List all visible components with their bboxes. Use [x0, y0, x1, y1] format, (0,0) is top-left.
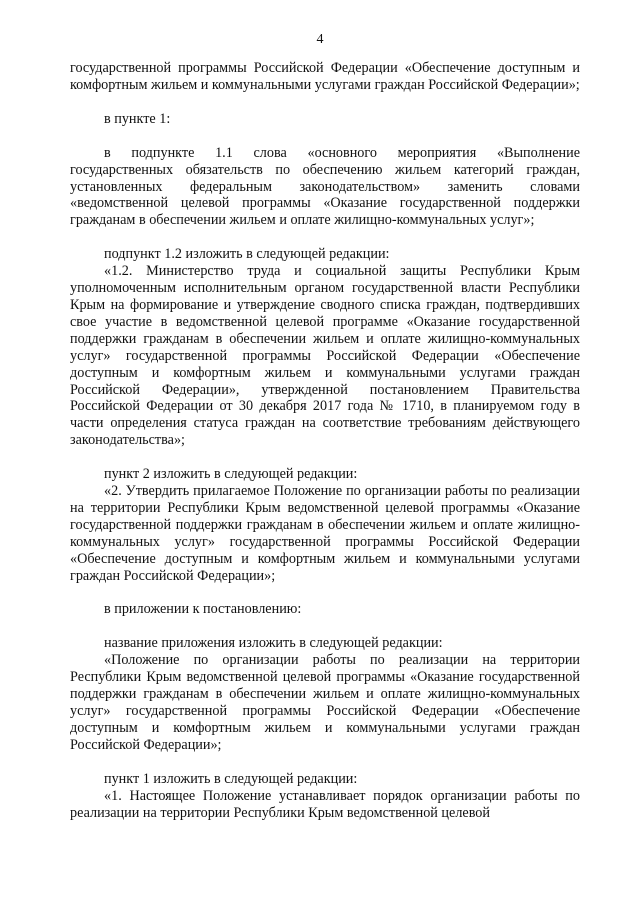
paragraph: подпункт 1.2 изложить в следующей редакции:: [104, 246, 390, 263]
paragraph: пункт 1 изложить в следующей редакции:: [104, 770, 358, 787]
paragraph: название приложения изложить в следующей редакции:: [104, 635, 443, 652]
paragraph: «Положение по организации работы по реализации на территории Республики Крым ведомственной целевой программы «Оказание государственной поддержки гражданам в обеспечении жильем и оплате жилищно-коммунальных услуг» государственной программы Российской Федерации «Обеспечение доступным и комфортным жильем и коммунальными услугами граждан Российской Федерации»;: [70, 652, 580, 753]
paragraph: в приложении к постановлению:: [104, 601, 302, 618]
paragraph: «1.2. Министерство труда и социальной защиты Республики Крым уполномоченным исполнительным органом государственной власти Республики Крым на формирование и утверждение сводного списка граждан, подтвердивших свое участие в ведомственной целевой программе «Оказание государственной поддержки гражданам в обеспечении жильем и оплате жилищно-коммунальных услуг» государственной программы Российской Федерации «Обеспечение доступным и комфортным жильем и коммунальными услугами граждан Российской Федерации», утвержденной постановлением Правительства Российской Федерации от 30 декабря 2017 года № 1710, в планируемом году в части определения статуса граждан на соответствие требованиям действующего законодательства»;: [70, 263, 580, 449]
document-body: [70, 60, 580, 821]
paragraph: пункт 2 изложить в следующей редакции:: [104, 466, 358, 483]
paragraph: в подпункте 1.1 слова «основного мероприятия «Выполнение государственных обязательств по обеспечению жильем категорий граждан, установленных федеральным законодательством» заменить словами «ведомственной целевой программы «Оказание государственной поддержки гражданам в обеспечении жильем и оплате жилищно-коммунальных услуг»;: [70, 144, 580, 229]
paragraph: «1. Настоящее Положение устанавливает порядок организации работы по реализации на территории Республики Крым ведомственной целевой: [70, 787, 580, 821]
paragraph: государственной программы Российской Федерации «Обеспечение доступным и комфортным жильем и коммунальными услугами граждан Российской Федерации»;: [70, 60, 580, 93]
paragraph: «2. Утвердить прилагаемое Положение по организации работы по реализации на территории Республики Крым ведомственной целевой программы «Оказание государственной поддержки гражданам в обеспечении жильем и оплате жилищно-коммунальных услуг» государственной программы Российской Федерации «Обеспечение доступным и комфортным жильем и коммунальными услугами граждан Российской Федерации»;: [70, 483, 580, 584]
page-number: 4: [316, 32, 324, 47]
paragraph: в пункте 1:: [104, 110, 171, 127]
